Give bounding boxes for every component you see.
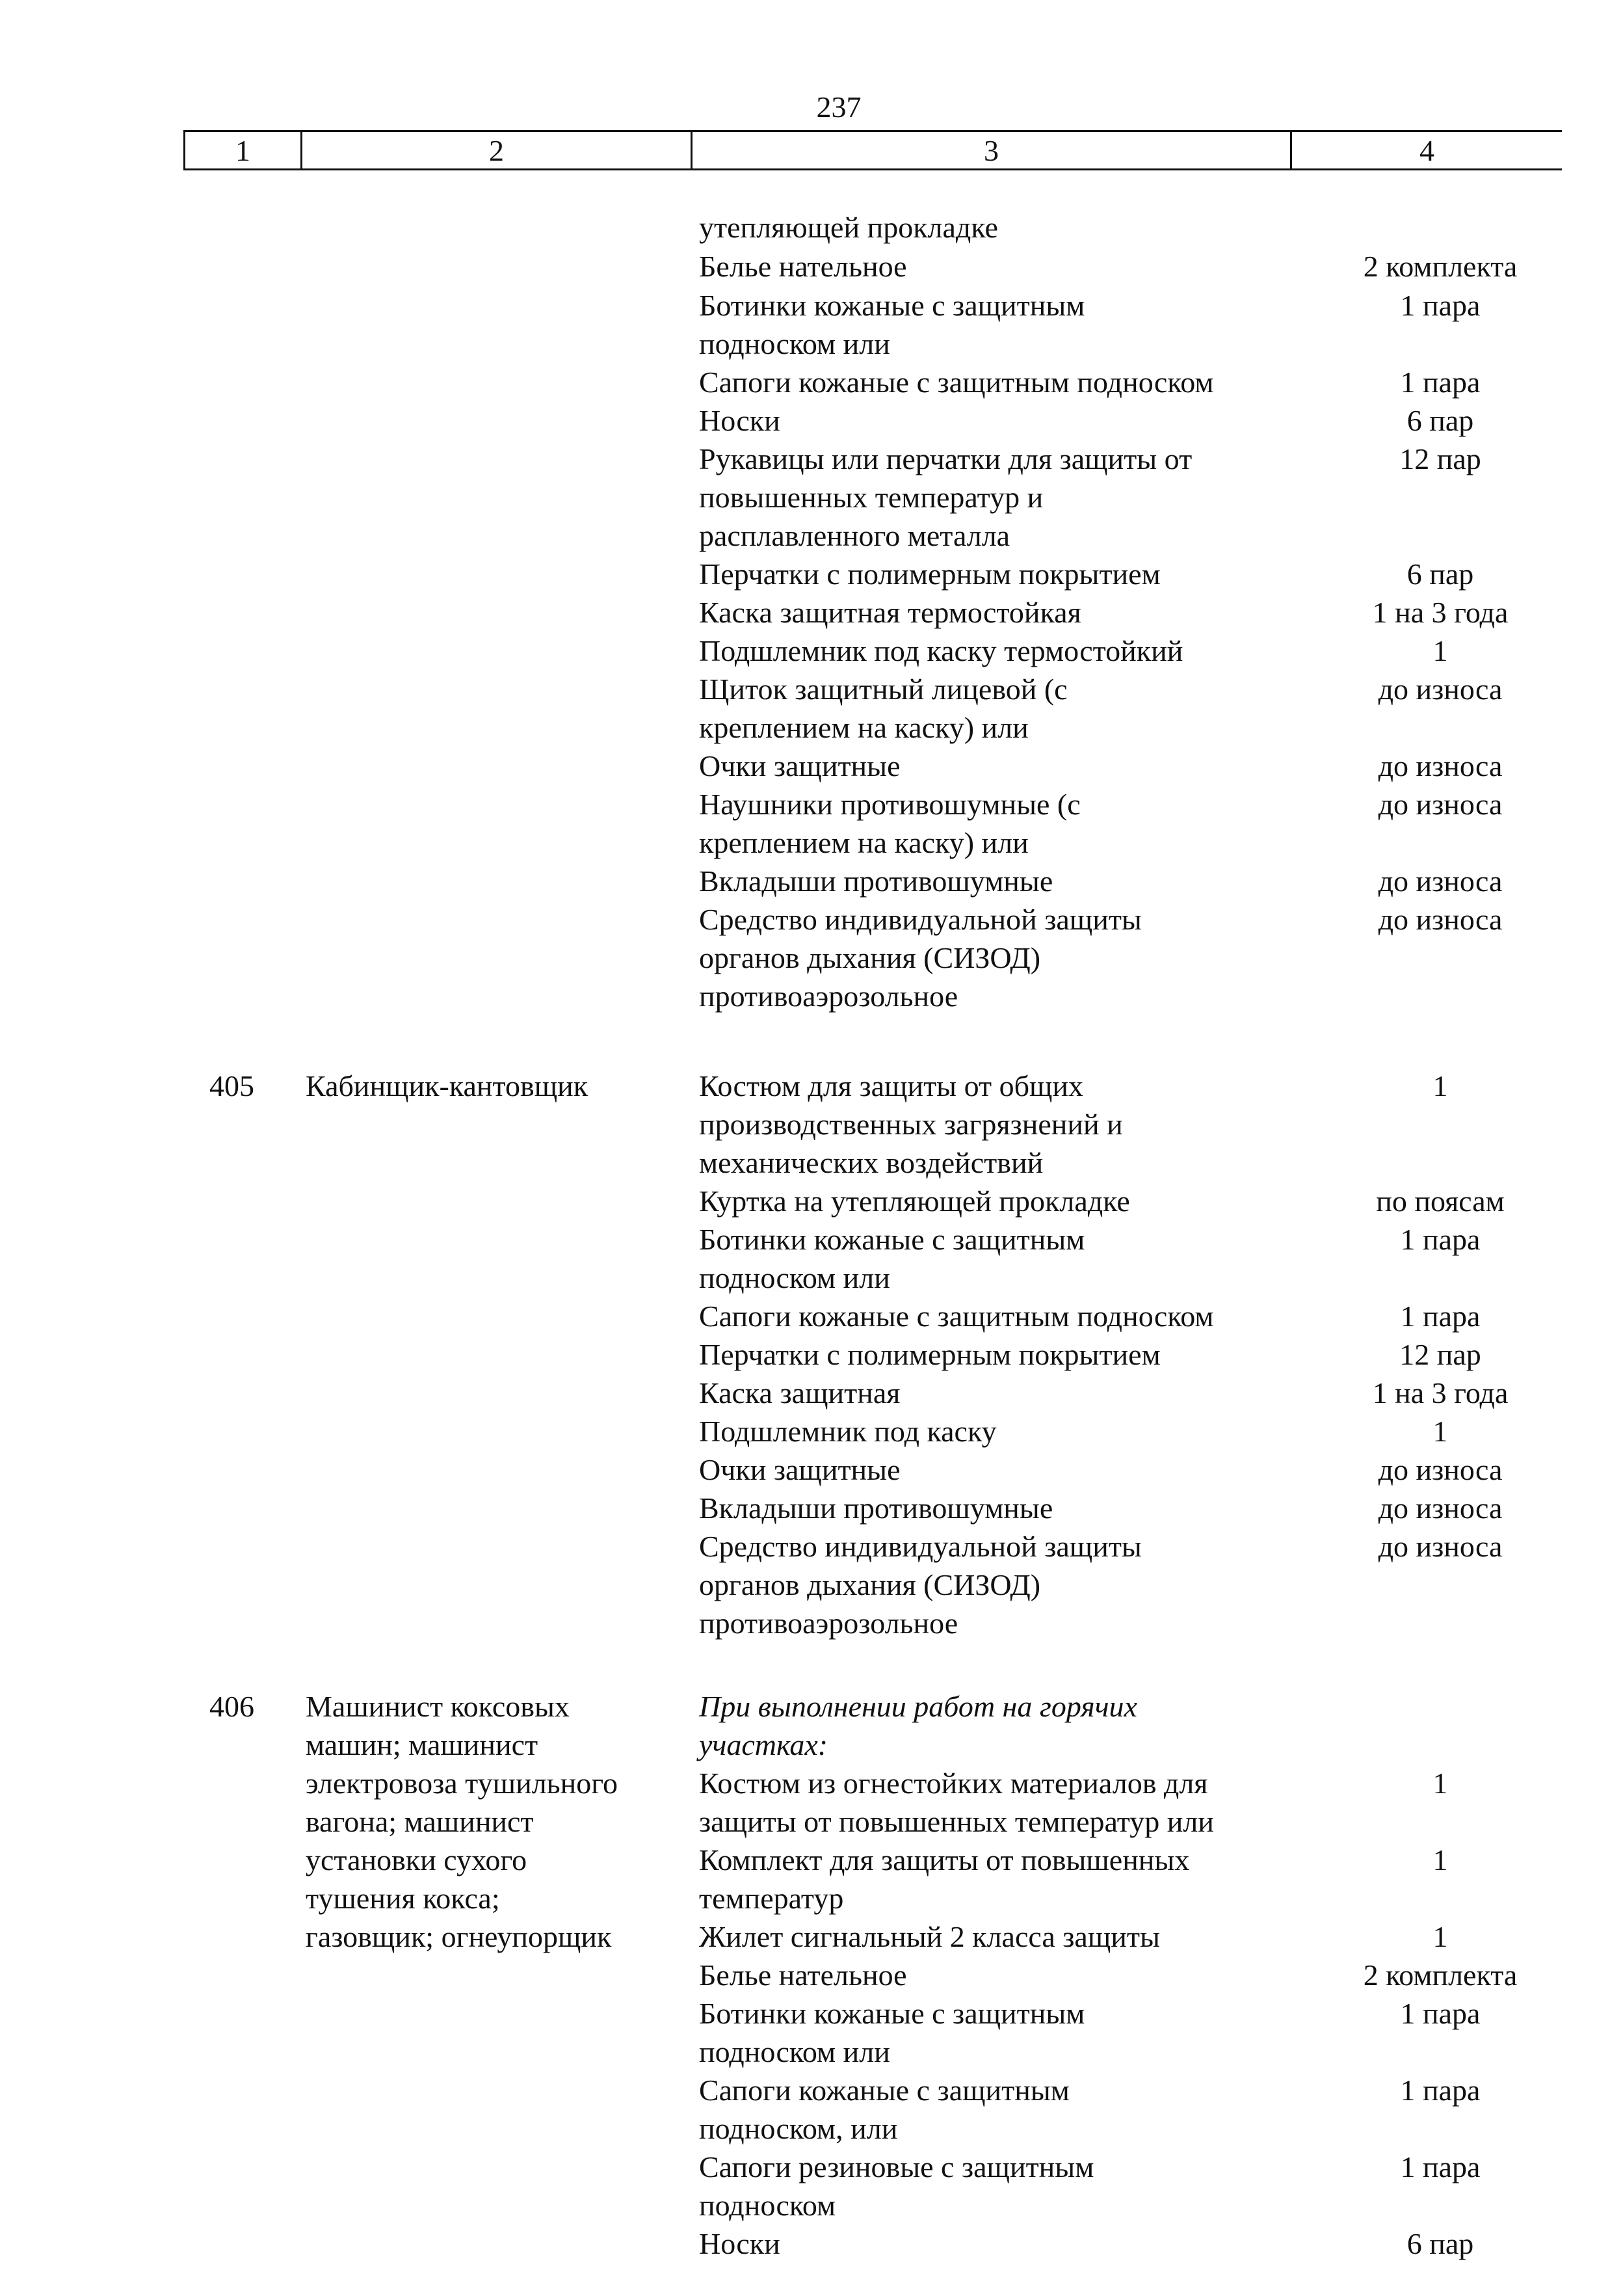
item-name: Средство индивидуальной защиты: [699, 903, 1142, 936]
item-qty: 6 пар: [1406, 2227, 1474, 2260]
item-name: Перчатки с полимерным покрытием: [699, 1338, 1161, 1371]
item-qty: 6 пар: [1406, 404, 1474, 437]
position-name: вагона; машинист: [306, 1805, 534, 1838]
item-name: подноском или: [699, 327, 890, 360]
item-qty: 1 пара: [1400, 289, 1481, 322]
item-name: Каска защитная термостойкая: [699, 596, 1081, 629]
header-col-2: 2: [302, 132, 693, 168]
item-qty: до износа: [1378, 749, 1503, 782]
item-name: Носки: [699, 404, 780, 437]
position-name: Кабинщик-кантовщик: [306, 1069, 588, 1102]
item-name: защиты от повышенных температур или: [699, 1805, 1214, 1838]
item-qty: до износа: [1378, 1491, 1503, 1525]
item-name: Куртка на утепляющей прокладке: [699, 1184, 1130, 1218]
position-name: Машинист коксовых: [306, 1690, 570, 1723]
item-name: Сапоги кожаные с защитным подноском: [699, 366, 1214, 399]
item-name: Щиток защитный лицевой (с: [699, 673, 1068, 706]
item-name: Вкладыши противошумные: [699, 864, 1053, 898]
item-qty: 1: [1432, 1920, 1448, 1953]
item-name: Костюм из огнестойких материалов для: [699, 1767, 1208, 1800]
item-qty: 1: [1432, 1843, 1448, 1876]
item-qty: 1: [1432, 634, 1448, 667]
item-name: Белье нательное: [699, 1958, 907, 1992]
item-name: Подшлемник под каску термостойкий: [699, 634, 1183, 667]
item-name: креплением на каску) или: [699, 711, 1029, 744]
item-qty: 1 пара: [1400, 2074, 1481, 2107]
item-qty: 1 пара: [1400, 2150, 1481, 2183]
item-qty: до износа: [1378, 788, 1503, 821]
item-name: Носки: [699, 2227, 780, 2260]
header-col-3: 3: [693, 132, 1292, 168]
item-qty: 1: [1432, 1767, 1448, 1800]
item-name: участках:: [699, 1728, 828, 1761]
item-name: производственных загрязнений и: [699, 1108, 1123, 1141]
item-qty: 12 пар: [1399, 442, 1481, 475]
item-qty: 1 на 3 года: [1372, 1376, 1509, 1409]
position-name: газовщик; огнеупорщик: [306, 1920, 612, 1953]
item-name: утепляющей прокладке: [699, 211, 998, 244]
item-name: Ботинки кожаные с защитным: [699, 1997, 1085, 2030]
position-name: тушения кокса;: [306, 1882, 500, 1915]
item-name: Вкладыши противошумные: [699, 1491, 1053, 1525]
item-name: подноском или: [699, 1261, 890, 1294]
item-qty: 1: [1432, 1415, 1448, 1448]
entry-number: 406: [209, 1690, 254, 1723]
item-name: повышенных температур и: [699, 481, 1044, 514]
item-name: Ботинки кожаные с защитным: [699, 1223, 1085, 1256]
page-number: 237: [816, 90, 862, 124]
item-qty: 2 комплекта: [1363, 1958, 1518, 1992]
item-name: Очки защитные: [699, 1453, 901, 1486]
item-qty: до износа: [1378, 1530, 1503, 1563]
item-name: Очки защитные: [699, 749, 901, 782]
item-name: расплавленного металла: [699, 519, 1010, 552]
item-name: органов дыхания (СИЗОД): [699, 1568, 1041, 1601]
item-qty: 12 пар: [1399, 1338, 1481, 1371]
item-name: Подшлемник под каску: [699, 1415, 997, 1448]
item-name: Ботинки кожаные с защитным: [699, 289, 1085, 322]
item-name: механических воздействий: [699, 1146, 1044, 1179]
item-name: противоаэрозольное: [699, 980, 958, 1013]
item-name: Белье нательное: [699, 250, 907, 283]
item-name: подноском, или: [699, 2112, 898, 2145]
header-col-4: 4: [1419, 133, 1434, 167]
item-name: При выполнении работ на горячих: [699, 1690, 1137, 1723]
item-name: органов дыхания (СИЗОД): [699, 941, 1041, 974]
item-qty: 1 на 3 года: [1372, 596, 1509, 629]
item-qty: 1: [1432, 1069, 1448, 1102]
item-name: Сапоги резиновые с защитным: [699, 2150, 1094, 2183]
item-qty: 1 пара: [1400, 366, 1481, 399]
item-qty: 1 пара: [1400, 1997, 1481, 2030]
item-qty: 6 пар: [1406, 557, 1474, 591]
item-name: Жилет сигнальный 2 класса защиты: [699, 1920, 1160, 1953]
item-name: креплением на каску) или: [699, 826, 1029, 859]
item-qty: 1 пара: [1400, 1300, 1481, 1333]
item-qty: до износа: [1378, 1453, 1503, 1486]
item-name: подноском или: [699, 2035, 890, 2068]
item-name: Наушники противошумные (с: [699, 788, 1081, 821]
position-name: установки сухого: [306, 1843, 527, 1876]
item-name: Каска защитная: [699, 1376, 901, 1409]
position-name: электровоза тушильного: [306, 1767, 618, 1800]
item-name: Сапоги кожаные с защитным подноском: [699, 1300, 1214, 1333]
item-name: Рукавицы или перчатки для защиты от: [699, 442, 1193, 475]
position-name: машин; машинист: [306, 1728, 538, 1761]
item-name: температур: [699, 1882, 844, 1915]
item-name: противоаэрозольное: [699, 1607, 958, 1640]
item-qty: до износа: [1378, 903, 1503, 936]
item-name: Костюм для защиты от общих: [699, 1069, 1084, 1102]
item-name: Перчатки с полимерным покрытием: [699, 557, 1161, 591]
item-qty: до износа: [1378, 864, 1503, 898]
table-header: [183, 130, 1562, 170]
item-name: подноском: [699, 2189, 836, 2222]
entry-number: 405: [209, 1069, 254, 1102]
item-qty: 1 пара: [1400, 1223, 1481, 1256]
item-qty: по поясам: [1376, 1184, 1505, 1218]
item-name: Средство индивидуальной защиты: [699, 1530, 1142, 1563]
item-name: Сапоги кожаные с защитным: [699, 2074, 1070, 2107]
item-qty: до износа: [1378, 673, 1503, 706]
item-name: Комплект для защиты от повышенных: [699, 1843, 1190, 1876]
header-col-1: 1: [185, 132, 302, 168]
item-qty: 2 комплекта: [1363, 250, 1518, 283]
